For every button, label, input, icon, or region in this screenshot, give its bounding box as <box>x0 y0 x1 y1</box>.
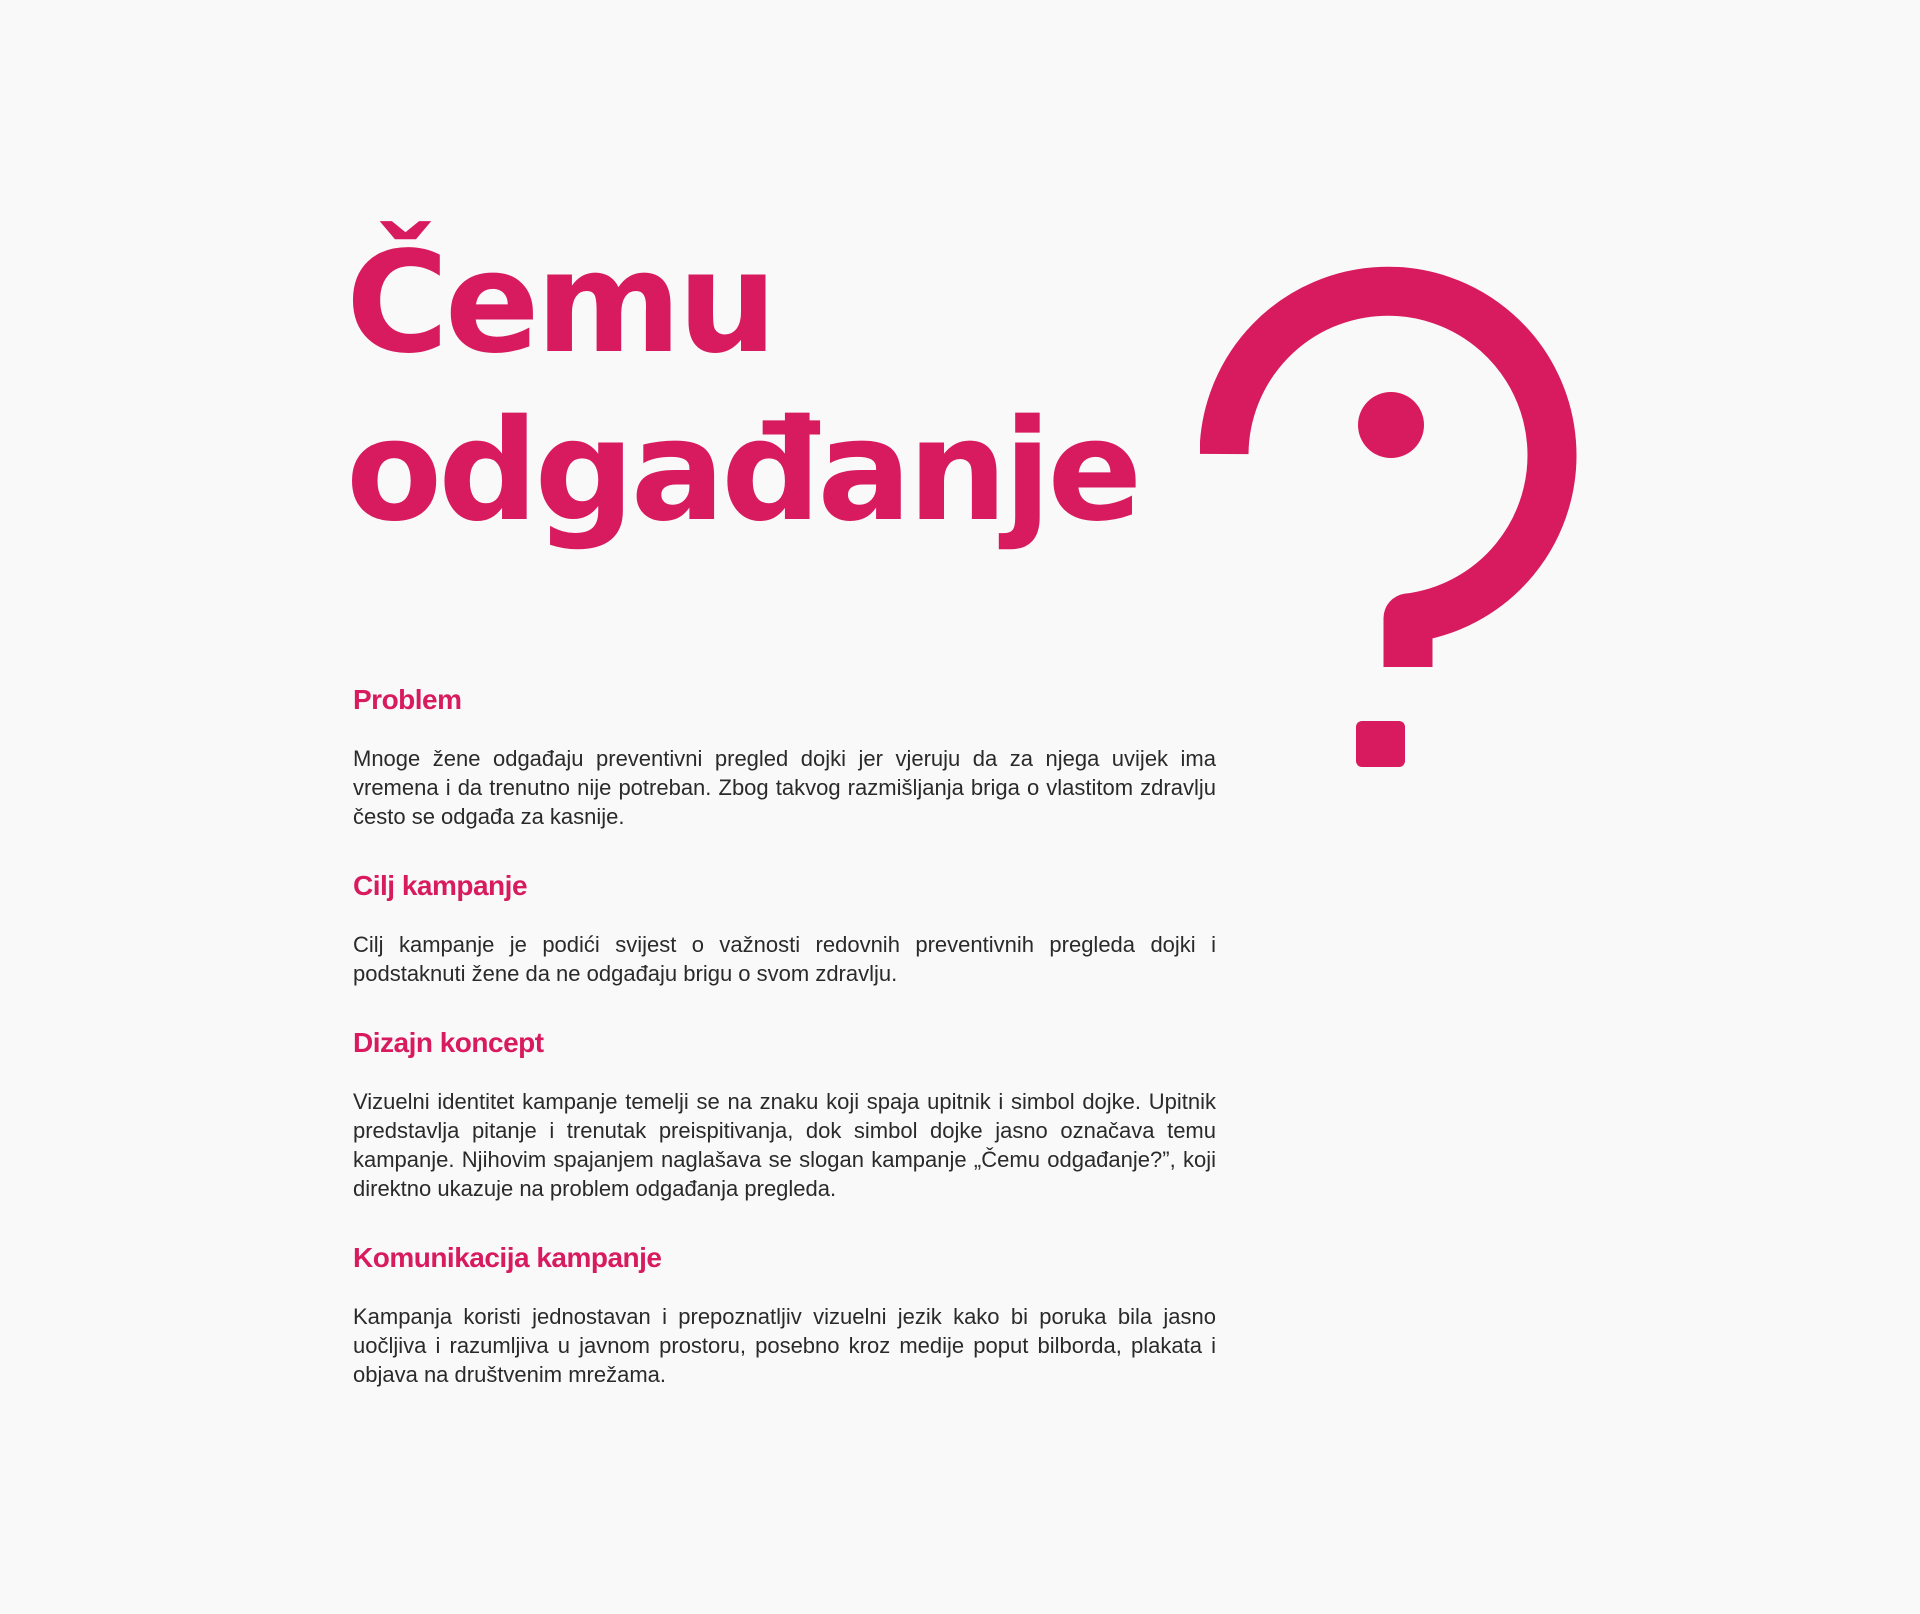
section-title-campaign-communication: Komunikacija kampanje <box>353 1242 662 1273</box>
section-title-campaign-goal: Cilj kampanje <box>353 870 528 901</box>
campaign-description <box>353 676 1216 1389</box>
section-campaign-communication <box>353 1234 1216 1389</box>
question-mark-breast-symbol-icon <box>1200 240 1580 780</box>
section-title-problem: Problem <box>353 684 462 715</box>
headline-line-1: Čemu <box>346 222 774 385</box>
section-problem <box>353 676 1216 831</box>
headline-line-2: odgađanje <box>346 390 1139 553</box>
section-campaign-goal <box>353 862 1216 988</box>
section-body-problem: Mnoge žene odgađaju preventivni pregled dojki jer vjeruju da za njega uvijek ima vremena i da trenutno nije potreban. Zbog takvog razmišljanja briga o vlastitom zdravlju često se odgađa za kasnije. <box>353 746 1216 829</box>
section-design-concept <box>353 1019 1216 1203</box>
section-body-design-concept: Vizuelni identitet kampanje temelji se na znaku koji spaja upitnik i simbol dojke. Upitnik predstavlja pitanje i trenutak preispitivanja, dok simbol dojke jasno označava temu kampanje. Njihovim spajanjem naglašava se slogan kampanje „Čemu odgađanje?”, koji direktno ukazuje na problem odgađanja pregleda. <box>353 1089 1216 1201</box>
campaign-headline <box>346 220 1138 556</box>
section-title-design-concept: Dizajn koncept <box>353 1027 544 1058</box>
section-body-campaign-communication: Kampanja koristi jednostavan i prepoznatljiv vizuelni jezik kako bi poruka bila jasno uočljiva i razumljiva u javnom prostoru, posebno kroz medije poput bilborda, plakata i objava na društvenim mrežama. <box>353 1304 1216 1387</box>
section-body-campaign-goal: Cilj kampanje je podići svijest o važnosti redovnih preventivnih pregleda dojki i podstaknuti žene da ne odgađaju brigu o svom zdravlju. <box>353 932 1216 986</box>
